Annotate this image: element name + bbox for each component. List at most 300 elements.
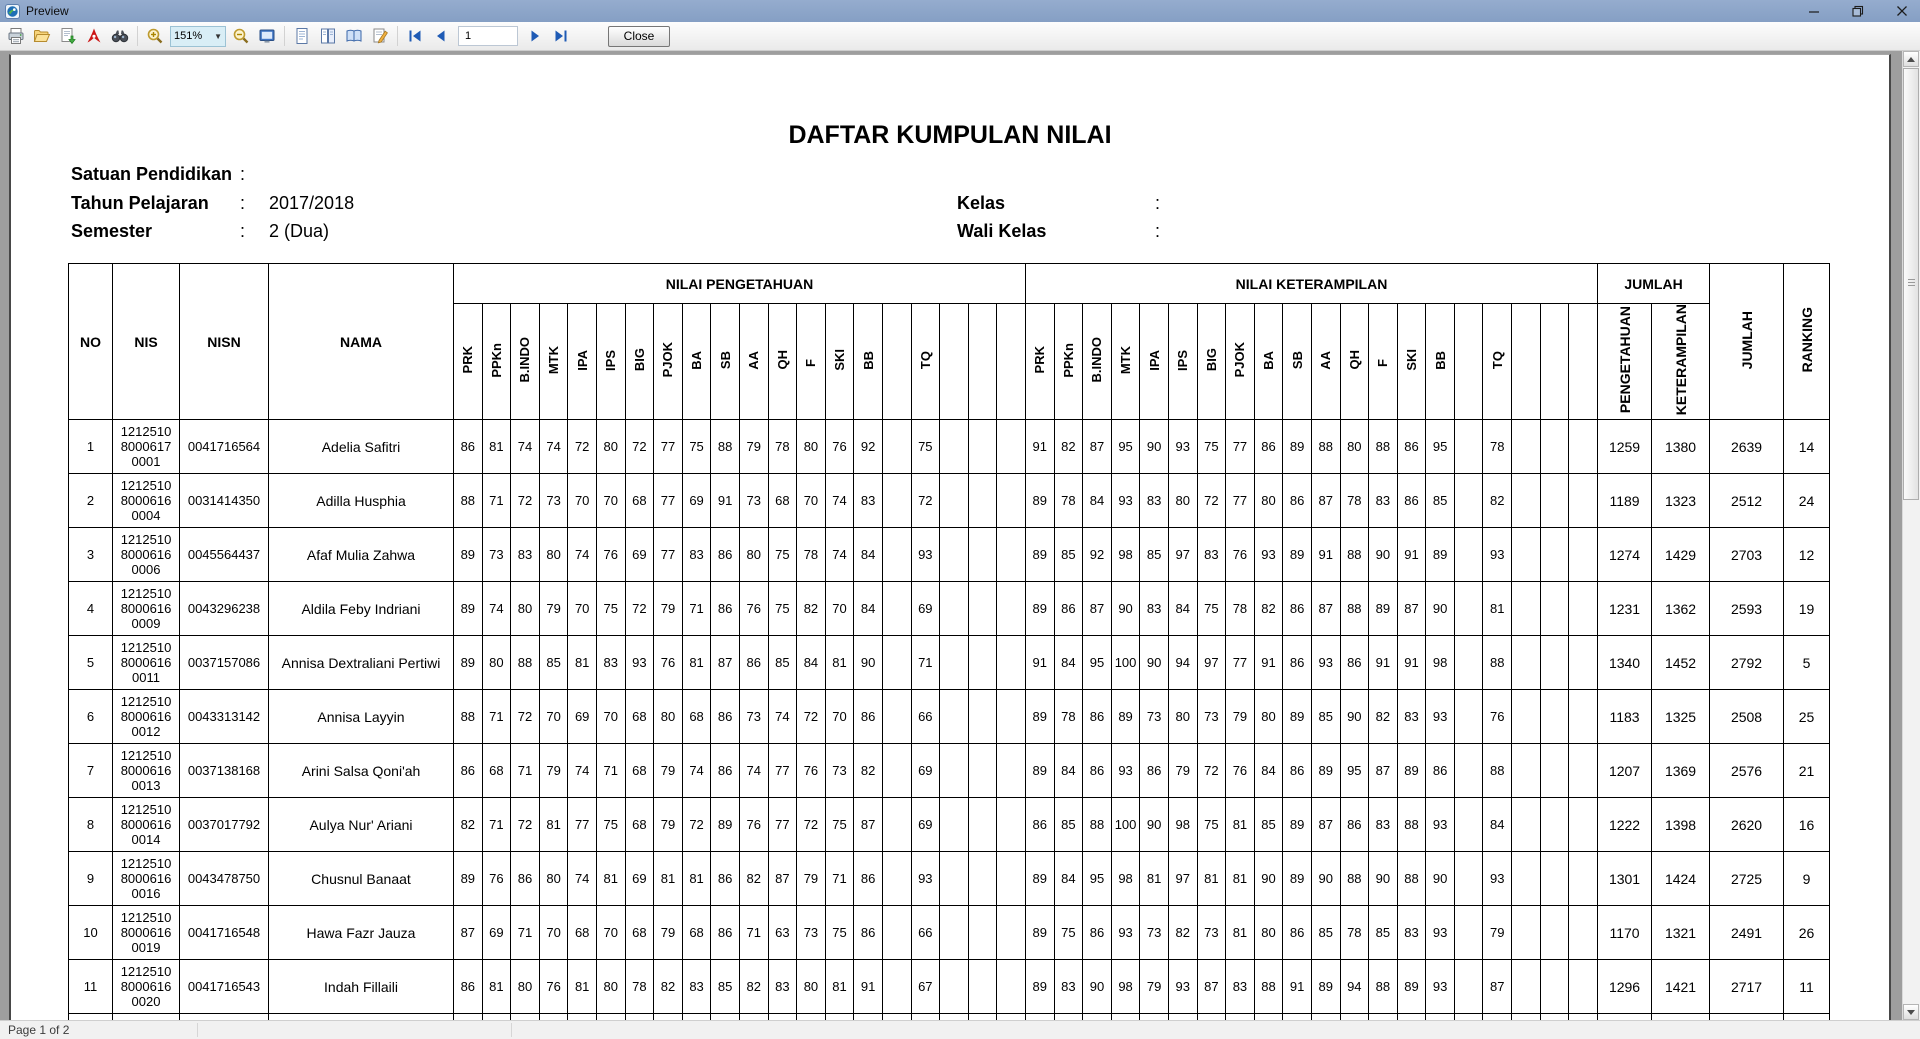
cell-keterampilan: 81 xyxy=(1226,852,1255,906)
cell-pengetahuan: 72 xyxy=(511,690,540,744)
cell-pengetahuan: 76 xyxy=(739,798,768,852)
subject-col-header-pengetahuan: QH xyxy=(768,304,797,420)
cell-keterampilan: 93 xyxy=(1111,906,1140,960)
cell-ranking: 11 xyxy=(1784,960,1830,1014)
cell-pengetahuan: 83 xyxy=(768,960,797,1014)
subject-col-header-pengetahuan: BA xyxy=(682,304,711,420)
cell-pengetahuan: 70 xyxy=(539,690,568,744)
cell-pengetahuan: 79 xyxy=(654,744,683,798)
toolbar-separator xyxy=(397,26,398,46)
cell-keterampilan: 86 xyxy=(1340,798,1369,852)
cell-pengetahuan: 81 xyxy=(825,636,854,690)
first-page-icon[interactable] xyxy=(402,24,428,48)
subject-col-header-pengetahuan: MTK xyxy=(539,304,568,420)
cell-ranking: 19 xyxy=(1784,582,1830,636)
cell-keterampilan: 78 xyxy=(1483,420,1512,474)
subject-col-header-keterampilan: BB xyxy=(1426,304,1455,420)
cell-keterampilan: 90 xyxy=(1254,852,1283,906)
cell-pengetahuan: 76 xyxy=(825,420,854,474)
cell-pengetahuan: 87 xyxy=(768,852,797,906)
cell-pengetahuan: 73 xyxy=(739,474,768,528)
cell-pengetahuan: 71 xyxy=(911,636,940,690)
cell-keterampilan: 86 xyxy=(1283,582,1312,636)
cell-pengetahuan xyxy=(968,474,997,528)
cell-keterampilan xyxy=(1454,474,1483,528)
cell-pengetahuan: 69 xyxy=(682,474,711,528)
cell-keterampilan: 86 xyxy=(1054,582,1083,636)
col-header-jumlah: JUMLAH xyxy=(1710,264,1784,420)
table-row xyxy=(69,960,1830,1014)
cell-keterampilan xyxy=(1569,798,1598,852)
cell-pengetahuan: 75 xyxy=(596,582,625,636)
cell-keterampilan: 88 xyxy=(1340,582,1369,636)
cell-nis: 1212510 8000616 0012 xyxy=(113,690,180,744)
cell-no: 1 xyxy=(69,420,113,474)
cell-pengetahuan: 72 xyxy=(911,474,940,528)
cell-pengetahuan: 71 xyxy=(511,906,540,960)
close-window-button[interactable] xyxy=(1894,3,1910,19)
zoom-out-icon[interactable] xyxy=(228,24,254,48)
cell-nama: Indah Fillaili xyxy=(269,960,454,1014)
cell-pengetahuan: 78 xyxy=(768,420,797,474)
cell-nis: 1212510 8000616 0006 xyxy=(113,528,180,582)
cell-no: 3 xyxy=(69,528,113,582)
cell-pengetahuan: 75 xyxy=(768,528,797,582)
cell-pengetahuan: 71 xyxy=(482,474,511,528)
cell-keterampilan: 90 xyxy=(1140,636,1169,690)
cell-keterampilan: 91 xyxy=(1025,420,1054,474)
cell-pengetahuan: 68 xyxy=(625,906,654,960)
cell-keterampilan: 93 xyxy=(1426,798,1455,852)
cell-pengetahuan: 70 xyxy=(825,690,854,744)
cell-keterampilan: 77 xyxy=(1226,636,1255,690)
cell-jumlah: 2593 xyxy=(1710,582,1784,636)
cell-jumlah: 2639 xyxy=(1710,420,1784,474)
cell-keterampilan xyxy=(1454,744,1483,798)
cell-pengetahuan: 72 xyxy=(625,582,654,636)
cell-pengetahuan xyxy=(882,420,911,474)
cell-pengetahuan: 74 xyxy=(568,744,597,798)
table-row xyxy=(69,582,1830,636)
cell-pengetahuan xyxy=(882,474,911,528)
cell-keterampilan: 97 xyxy=(1168,852,1197,906)
cell-ranking: 16 xyxy=(1784,798,1830,852)
cell-pengetahuan: 75 xyxy=(825,798,854,852)
page-setup-icon[interactable] xyxy=(341,24,367,48)
minimize-button[interactable] xyxy=(1806,3,1822,19)
cell-pengetahuan: 86 xyxy=(711,582,740,636)
cell-pengetahuan: 86 xyxy=(711,690,740,744)
cell-pengetahuan: 66 xyxy=(911,690,940,744)
cell-pengetahuan: 86 xyxy=(711,852,740,906)
cell-pengetahuan: 80 xyxy=(482,636,511,690)
cell-pengetahuan: 89 xyxy=(711,798,740,852)
zoom-select[interactable] xyxy=(170,26,226,47)
cell-keterampilan: 88 xyxy=(1311,420,1340,474)
cell-pengetahuan: 81 xyxy=(568,960,597,1014)
cell-keterampilan xyxy=(1540,960,1569,1014)
cell-keterampilan: 89 xyxy=(1025,582,1054,636)
cell-keterampilan: 86 xyxy=(1283,906,1312,960)
cell-keterampilan xyxy=(1569,906,1598,960)
table-row xyxy=(69,690,1830,744)
cell-jumlah: 2620 xyxy=(1710,798,1784,852)
cell-pengetahuan: 70 xyxy=(568,474,597,528)
cell-keterampilan: 81 xyxy=(1483,582,1512,636)
cell-keterampilan: 89 xyxy=(1283,420,1312,474)
cell-pengetahuan: 74 xyxy=(539,420,568,474)
cell-pengetahuan: 74 xyxy=(825,474,854,528)
cell-pengetahuan: 80 xyxy=(539,852,568,906)
cell-pengetahuan: 81 xyxy=(482,960,511,1014)
cell-pengetahuan: 89 xyxy=(454,528,483,582)
cell-keterampilan: 80 xyxy=(1168,474,1197,528)
cell-keterampilan: 86 xyxy=(1083,690,1112,744)
cell-pengetahuan: 74 xyxy=(825,528,854,582)
cell-nama: Annisa Dextraliani Pertiwi xyxy=(269,636,454,690)
cell-nama: Afaf Mulia Zahwa xyxy=(269,528,454,582)
cell-keterampilan: 89 xyxy=(1397,744,1426,798)
subject-col-header-pengetahuan xyxy=(940,304,969,420)
group-header-jumlah: JUMLAH xyxy=(1598,264,1710,304)
cell-pengetahuan: 69 xyxy=(911,744,940,798)
col-header-ranking: RANKING xyxy=(1784,264,1830,420)
cell-pengetahuan: 79 xyxy=(654,906,683,960)
cell-keterampilan: 95 xyxy=(1111,420,1140,474)
cell-keterampilan xyxy=(1569,690,1598,744)
subject-col-header-keterampilan xyxy=(1512,304,1541,420)
cell-pengetahuan: 70 xyxy=(596,690,625,744)
scroll-up-icon[interactable] xyxy=(1903,51,1919,67)
cell-keterampilan: 82 xyxy=(1054,420,1083,474)
close-button[interactable]: Close xyxy=(608,26,670,47)
cell-pengetahuan: 77 xyxy=(654,420,683,474)
cell-total-pengetahuan: 1301 xyxy=(1598,852,1652,906)
cell-pengetahuan xyxy=(940,474,969,528)
cell-total-keterampilan: 1325 xyxy=(1652,690,1710,744)
window-titlebar xyxy=(0,0,1920,22)
print-icon[interactable] xyxy=(3,24,29,48)
cell-total-pengetahuan: 1207 xyxy=(1598,744,1652,798)
subject-col-header-keterampilan: PJOK xyxy=(1226,304,1255,420)
page-number-input[interactable] xyxy=(458,26,518,46)
cell-total-pengetahuan: 1259 xyxy=(1598,420,1652,474)
cell-total-pengetahuan: 1274 xyxy=(1598,528,1652,582)
table-header-row-1 xyxy=(69,264,1830,304)
cell-pengetahuan: 79 xyxy=(539,582,568,636)
cell-pengetahuan: 86 xyxy=(711,906,740,960)
cell-pengetahuan: 73 xyxy=(825,744,854,798)
cell-keterampilan: 90 xyxy=(1340,690,1369,744)
cell-jumlah: 2491 xyxy=(1710,906,1784,960)
subject-col-header-keterampilan: B.INDO xyxy=(1083,304,1112,420)
cell-total-keterampilan: 1362 xyxy=(1652,582,1710,636)
window-title: Preview xyxy=(26,4,69,18)
scrollbar-thumb[interactable] xyxy=(1903,68,1919,500)
cell-pengetahuan xyxy=(940,582,969,636)
cell-pengetahuan: 86 xyxy=(454,960,483,1014)
cell-nisn: 0043296238 xyxy=(180,582,269,636)
subject-col-header-pengetahuan xyxy=(997,304,1026,420)
cell-pengetahuan: 76 xyxy=(596,528,625,582)
cell-pengetahuan: 77 xyxy=(768,744,797,798)
cell-pengetahuan: 79 xyxy=(739,420,768,474)
cell-keterampilan: 85 xyxy=(1369,906,1398,960)
subject-col-header-pengetahuan: PRK xyxy=(454,304,483,420)
cell-pengetahuan: 86 xyxy=(854,852,883,906)
cell-keterampilan: 78 xyxy=(1054,474,1083,528)
cell-pengetahuan xyxy=(968,636,997,690)
cell-nisn: 0041716564 xyxy=(180,420,269,474)
cell-keterampilan: 83 xyxy=(1140,582,1169,636)
cell-pengetahuan: 79 xyxy=(654,798,683,852)
edit-page-icon[interactable] xyxy=(367,24,393,48)
cell-pengetahuan: 70 xyxy=(596,474,625,528)
cell-total-keterampilan: 1321 xyxy=(1652,906,1710,960)
cell-pengetahuan: 72 xyxy=(511,798,540,852)
cell-pengetahuan: 81 xyxy=(596,852,625,906)
cell-pengetahuan: 81 xyxy=(654,852,683,906)
cell-keterampilan: 86 xyxy=(1283,474,1312,528)
cell-no: 10 xyxy=(69,906,113,960)
cell-keterampilan xyxy=(1454,636,1483,690)
toolbar-separator xyxy=(137,26,138,46)
subject-col-header-keterampilan: SB xyxy=(1283,304,1312,420)
cell-keterampilan: 87 xyxy=(1083,582,1112,636)
cell-pengetahuan: 73 xyxy=(539,474,568,528)
export-icon[interactable] xyxy=(55,24,81,48)
cell-pengetahuan: 88 xyxy=(454,474,483,528)
cell-pengetahuan: 80 xyxy=(596,420,625,474)
last-page-icon[interactable] xyxy=(548,24,574,48)
cell-total-pengetahuan: 1231 xyxy=(1598,582,1652,636)
cell-pengetahuan: 80 xyxy=(654,690,683,744)
cell-pengetahuan: 69 xyxy=(625,528,654,582)
find-icon[interactable] xyxy=(107,24,133,48)
cell-keterampilan xyxy=(1540,528,1569,582)
cell-keterampilan: 86 xyxy=(1283,744,1312,798)
cell-pengetahuan: 72 xyxy=(568,420,597,474)
cell-keterampilan: 88 xyxy=(1340,528,1369,582)
cell-pengetahuan: 76 xyxy=(539,960,568,1014)
cell-keterampilan: 75 xyxy=(1197,798,1226,852)
open-icon[interactable] xyxy=(29,24,55,48)
pdf-export-icon[interactable] xyxy=(81,24,107,48)
cell-total-pengetahuan: 1222 xyxy=(1598,798,1652,852)
cell-keterampilan: 93 xyxy=(1483,852,1512,906)
cell-pengetahuan: 89 xyxy=(454,636,483,690)
vertical-scrollbar[interactable] xyxy=(1902,51,1920,1020)
cell-keterampilan: 86 xyxy=(1025,798,1054,852)
cell-pengetahuan: 85 xyxy=(711,960,740,1014)
cell-nis: 1212510 8000616 0009 xyxy=(113,582,180,636)
cell-pengetahuan: 88 xyxy=(511,636,540,690)
cell-keterampilan: 86 xyxy=(1083,744,1112,798)
cell-no: 5 xyxy=(69,636,113,690)
table-row xyxy=(69,906,1830,960)
table-row xyxy=(69,744,1830,798)
cell-ranking: 9 xyxy=(1784,852,1830,906)
cell-nisn: 0037017792 xyxy=(180,798,269,852)
cell-keterampilan: 72 xyxy=(1197,474,1226,528)
cell-pengetahuan: 82 xyxy=(654,960,683,1014)
cell-pengetahuan: 74 xyxy=(511,420,540,474)
cell-total-pengetahuan: 1296 xyxy=(1598,960,1652,1014)
cell-pengetahuan: 93 xyxy=(911,528,940,582)
cell-pengetahuan: 73 xyxy=(482,528,511,582)
cell-keterampilan: 80 xyxy=(1254,474,1283,528)
cell-nama: Adilla Husphia xyxy=(269,474,454,528)
cell-keterampilan: 77 xyxy=(1226,474,1255,528)
cell-keterampilan xyxy=(1540,798,1569,852)
cell-pengetahuan: 71 xyxy=(482,690,511,744)
cell-jumlah: 2512 xyxy=(1710,474,1784,528)
cell-pengetahuan: 84 xyxy=(854,582,883,636)
subject-col-header-pengetahuan: IPS xyxy=(596,304,625,420)
cell-pengetahuan: 71 xyxy=(739,906,768,960)
sum-keterampilan-header: KETERAMPILAN xyxy=(1652,304,1710,420)
cell-pengetahuan: 81 xyxy=(568,636,597,690)
cell-keterampilan: 89 xyxy=(1025,528,1054,582)
cell-keterampilan: 72 xyxy=(1197,744,1226,798)
cell-keterampilan: 83 xyxy=(1226,960,1255,1014)
cell-keterampilan: 89 xyxy=(1025,744,1054,798)
cell-nisn: 0045564437 xyxy=(180,528,269,582)
cell-jumlah: 2703 xyxy=(1710,528,1784,582)
cell-keterampilan: 89 xyxy=(1397,960,1426,1014)
cell-keterampilan: 89 xyxy=(1311,744,1340,798)
cell-nama: Chusnul Banaat xyxy=(269,852,454,906)
cell-pengetahuan xyxy=(997,636,1026,690)
cell-keterampilan: 76 xyxy=(1226,744,1255,798)
scroll-down-icon[interactable] xyxy=(1903,1004,1919,1020)
cell-pengetahuan: 83 xyxy=(682,528,711,582)
cell-keterampilan xyxy=(1512,528,1541,582)
next-page-icon[interactable] xyxy=(522,24,548,48)
cell-keterampilan: 90 xyxy=(1426,582,1455,636)
subject-col-header-pengetahuan: BIG xyxy=(625,304,654,420)
cell-keterampilan: 90 xyxy=(1083,960,1112,1014)
cell-pengetahuan: 82 xyxy=(797,582,826,636)
page-view-icon[interactable] xyxy=(289,24,315,48)
cell-nama: Annisa Layyin xyxy=(269,690,454,744)
cell-pengetahuan: 68 xyxy=(625,690,654,744)
cell-keterampilan: 88 xyxy=(1340,852,1369,906)
cell-nis: 1212510 8000616 0013 xyxy=(113,744,180,798)
cell-ranking: 5 xyxy=(1784,636,1830,690)
cell-keterampilan: 93 xyxy=(1426,690,1455,744)
cell-pengetahuan: 73 xyxy=(739,690,768,744)
cell-keterampilan: 83 xyxy=(1397,690,1426,744)
cell-pengetahuan: 80 xyxy=(797,960,826,1014)
cell-pengetahuan xyxy=(882,906,911,960)
cell-keterampilan: 90 xyxy=(1140,420,1169,474)
cell-pengetahuan xyxy=(882,690,911,744)
cell-keterampilan xyxy=(1454,420,1483,474)
cell-pengetahuan xyxy=(940,744,969,798)
subject-col-header-keterampilan xyxy=(1569,304,1598,420)
zoom-value: 151% xyxy=(174,30,203,42)
cell-pengetahuan: 72 xyxy=(797,690,826,744)
cell-pengetahuan: 74 xyxy=(568,528,597,582)
cell-pengetahuan: 83 xyxy=(596,636,625,690)
cell-keterampilan: 90 xyxy=(1369,852,1398,906)
cell-pengetahuan xyxy=(997,690,1026,744)
cell-keterampilan: 98 xyxy=(1426,636,1455,690)
cell-total-keterampilan: 1429 xyxy=(1652,528,1710,582)
cell-pengetahuan xyxy=(968,528,997,582)
cell-keterampilan xyxy=(1569,582,1598,636)
cell-total-keterampilan: 1452 xyxy=(1652,636,1710,690)
cell-total-keterampilan: 1323 xyxy=(1652,474,1710,528)
cell-pengetahuan: 68 xyxy=(625,474,654,528)
cell-pengetahuan xyxy=(882,960,911,1014)
group-header-pengetahuan: NILAI PENGETAHUAN xyxy=(454,264,1026,304)
cell-pengetahuan xyxy=(997,420,1026,474)
subject-col-header-keterampilan: BA xyxy=(1254,304,1283,420)
subject-col-header-pengetahuan: PJOK xyxy=(654,304,683,420)
cell-no: 6 xyxy=(69,690,113,744)
multi-page-icon[interactable] xyxy=(315,24,341,48)
cell-pengetahuan xyxy=(882,582,911,636)
prev-page-icon[interactable] xyxy=(428,24,454,48)
maximize-button[interactable] xyxy=(1850,3,1866,19)
cell-keterampilan: 91 xyxy=(1025,636,1054,690)
cell-keterampilan: 83 xyxy=(1054,960,1083,1014)
cell-keterampilan: 88 xyxy=(1369,420,1398,474)
whole-page-icon[interactable] xyxy=(254,24,280,48)
cell-pengetahuan: 72 xyxy=(511,474,540,528)
cell-keterampilan: 86 xyxy=(1397,420,1426,474)
cell-pengetahuan: 82 xyxy=(454,798,483,852)
cell-keterampilan: 89 xyxy=(1283,690,1312,744)
cell-pengetahuan: 86 xyxy=(711,528,740,582)
cell-total-pengetahuan: 1183 xyxy=(1598,690,1652,744)
cell-keterampilan: 86 xyxy=(1340,636,1369,690)
cell-keterampilan xyxy=(1569,474,1598,528)
cell-nis: 1212510 8000616 0016 xyxy=(113,852,180,906)
subject-col-header-pengetahuan: TQ xyxy=(911,304,940,420)
cell-keterampilan: 98 xyxy=(1111,960,1140,1014)
zoom-in-icon[interactable] xyxy=(142,24,168,48)
cell-pengetahuan xyxy=(997,798,1026,852)
subject-col-header-keterampilan: SKI xyxy=(1397,304,1426,420)
cell-ranking: 21 xyxy=(1784,744,1830,798)
cell-keterampilan xyxy=(1569,744,1598,798)
cell-keterampilan: 79 xyxy=(1226,690,1255,744)
cell-keterampilan: 82 xyxy=(1254,582,1283,636)
col-header-nama: NAMA xyxy=(269,264,454,420)
cell-pengetahuan: 88 xyxy=(454,690,483,744)
cell-keterampilan: 83 xyxy=(1369,798,1398,852)
grade-table xyxy=(68,263,1830,1020)
cell-keterampilan: 86 xyxy=(1083,906,1112,960)
cell-no: 2 xyxy=(69,474,113,528)
report-page: DAFTAR KUMPULAN NILAI Satuan Pendidikan : Tahun Pelajaran : 2017/2018 Semester : 2 (Dua) Kelas : Wali Kelas : NO NIS NISN NAMA NILAI PENGETAHUAN NILAI KETERAMPILAN JUMLAH JUMLAH RANKING PRK PPKn B.INDO MTK IPA IPS BIG PJOK BA SB AA QH F SKI BB TQ PRK PPKn B.INDO MTK IPA IPS BIG PJOK BA SB AA QH F SKI BB TQ PENGETAHUAN KETERAMPILAN 1 1212510 8000617 0001 0041716564 Adelia Safitri 86 81 74 74 72 80 72 77 75 88 79 78 80 76 92 75 91 82 87 95 90 93 75 77 86 89 88 80 88 86 95 78 1259 1380 2639 14 2 1212510 8000616 0004 0031414350 Adilla Husphia 88 71 72 73 70 70 68 77 69 91 73 68 70 74 83 72 89 78 84 93 83 80 72 77 80 86 87 78 83 86 85 82 1189 1323 2512 24 3 1212510 8000616 0006 0045564437 Afaf Mulia Zahwa 89 73 83 80 74 76 69 77 83 86 80 75 78 74 84 93 89 85 92 98 85 97 83 76 93 89 91 88 90 91 89 93 1274 1429 2703 12 4 1212510 8000616 0009 0043296238 Aldila Feby Indriani 89 74 80 79 70 75 72 79 71 86 76 75 82 70 84 69 89 86 87 90 83 84 75 78 82 86 87 88 89 87 90 81 1231 1362 2593 19 5 1212510 8000616 0011 0037157086 Annisa Dextraliani Pertiwi 89 80 88 85 81 83 93 76 81 87 86 85 84 81 90 71 91 84 95 100 90 94 97 77 91 86 93 86 91 91 98 88 1340 1452 2792 5 6 1212510 8000616 0012 0043313142 Annisa Layyin 88 71 72 70 69 70 68 80 68 86 73 74 72 70 86 66 89 78 86 89 73 80 73 79 80 89 85 90 82 83 93 76 1183 1325 2508 25 7 1212510 8000616 0013 0037138168 Arini Salsa Qoni'ah 86 68 71 79 74 71 68 79 74 86 74 77 76 73 82 69 89 84 86 93 86 79 72 76 84 86 89 95 87 89 86 88 1207 1369 2576 21 8 1212510 8000616 0014 0037017792 Aulya Nur' Ariani 82 71 72 81 77 75 68 79 72 89 76 77 72 75 87 69 86 85 88 100 90 98 75 81 85 89 87 86 83 88 93 84 1222 1398 2620 16 9 1212510 8000616 0016 0043478750 Chusnul Banaat 89 76 86 80 74 81 69 81 81 86 82 87 79 71 86 93 89 84 95 98 81 97 81 81 90 89 90 88 90 88 90 93 1301 1424 2725 9 10 1212510 8000616 0019 0041716548 Hawa Fazr Jauza 87 69 71 70 68 70 68 79 68 86 71 63 73 75 86 66 89 75 86 93 73 82 73 81 80 86 85 78 85 83 93 79 1170 1321 2491 26 11 1212510 8000616 0020 0041716543 Indah Fillaili 86 81 80 76 81 80 78 82 83 85 82 83 80 81 91 67 89 83 90 98 79 93 87 83 88 91 89 94 88 89 93 87 1296 1421 2717 11 xyxy=(9,54,1891,1020)
cell-nis: 1212510 8000616 0019 xyxy=(113,906,180,960)
cell-pengetahuan xyxy=(882,636,911,690)
subject-col-header-pengetahuan: F xyxy=(797,304,826,420)
subject-col-header-pengetahuan: PPKn xyxy=(482,304,511,420)
cell-keterampilan: 79 xyxy=(1140,960,1169,1014)
table-row xyxy=(69,852,1830,906)
cell-keterampilan: 86 xyxy=(1254,420,1283,474)
cell-ranking: 26 xyxy=(1784,906,1830,960)
cell-keterampilan: 89 xyxy=(1369,582,1398,636)
cell-keterampilan xyxy=(1512,852,1541,906)
cell-pengetahuan xyxy=(940,798,969,852)
cell-keterampilan xyxy=(1540,906,1569,960)
